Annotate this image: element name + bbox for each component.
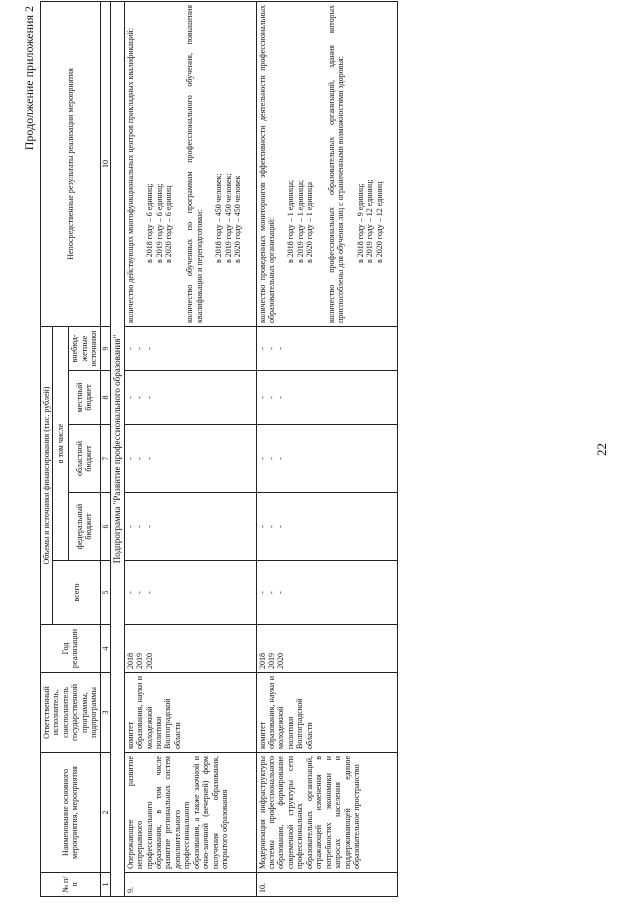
subprogram-title: Подпрограмма "Развитие профессионального образования" xyxy=(111,1,125,896)
amount-value: - xyxy=(257,396,267,399)
activity-name: Опережающее развитие непрерывного профессионального образования, в том числе развитие региональных систем дополнительного профессионального образования, а также заочной и очно-заочной (вечерней) форм получения образования, открытого образования xyxy=(124,753,256,873)
amount-value: - xyxy=(257,525,267,528)
program-table xyxy=(40,1,398,897)
responsible-executor: комитет образования, науки и молодежной политики Волгоградской области xyxy=(256,673,397,753)
extrabudget-cell xyxy=(124,326,256,370)
year-cell xyxy=(256,625,397,673)
header-result: Непосредственные результаты реализации мероприятия xyxy=(41,1,101,326)
year-value: 2019 xyxy=(135,653,145,669)
column-number: 4 xyxy=(100,625,110,673)
result-block xyxy=(126,5,174,323)
federal-cell xyxy=(256,493,397,561)
year-value: 2020 xyxy=(144,653,154,669)
total-cell xyxy=(256,561,397,625)
table-row xyxy=(256,1,397,896)
result-year: в 2019 году – 6 единиц; xyxy=(154,183,164,263)
result-year: в 2019 году – 450 человек; xyxy=(223,173,233,263)
result-year: в 2020 году – 12 единиц xyxy=(374,181,384,263)
year-value: 2020 xyxy=(276,653,286,669)
local-cell xyxy=(256,371,397,425)
column-number: 1 xyxy=(100,873,110,897)
page-number: 22 xyxy=(594,443,609,456)
amount-value: - xyxy=(135,591,145,594)
column-number: 3 xyxy=(100,673,110,753)
column-number: 8 xyxy=(100,371,110,425)
amount-value: - xyxy=(144,525,154,528)
extrabudget-cell xyxy=(256,326,397,370)
header-funding: Объемы и источники финансирования (тыс. рублей) xyxy=(41,326,53,624)
header-total: всего xyxy=(53,561,100,625)
column-number: 2 xyxy=(100,753,110,873)
column-number-row xyxy=(100,1,110,896)
result-text: количество действующих многофункциональных центров прикладных квалификаций: xyxy=(125,28,135,323)
result-year: в 2020 году – 450 человек xyxy=(233,175,243,263)
result-year: в 2018 году – 450 человек; xyxy=(214,173,224,263)
amount-value: - xyxy=(267,396,277,399)
amount-value: - xyxy=(125,591,135,594)
amount-value: - xyxy=(135,525,145,528)
amount-value: - xyxy=(267,347,277,350)
row-number: 10. xyxy=(256,873,397,897)
result-text: количество проведенных мониторингов эффективности деятельности профессиональных образовательных организаций: xyxy=(257,4,277,323)
table-header xyxy=(41,1,111,896)
column-number: 5 xyxy=(100,561,110,625)
amount-value: - xyxy=(267,591,277,594)
year-cell xyxy=(124,625,256,673)
activity-name: Модернизация инфраструктуры системы профессионального образования, формирование современной структуры сети профессиональных образовательных организаций, отражающей изменения в потребностях экономики и запросах населения и поддерживающей единое образовательное пространство xyxy=(256,753,397,873)
amount-value: - xyxy=(125,457,135,460)
header-num: № п/п xyxy=(41,873,101,897)
regional-cell xyxy=(256,425,397,493)
result-year: в 2018 году – 1 единица; xyxy=(286,179,296,263)
column-number: 6 xyxy=(100,493,110,561)
column-number: 10 xyxy=(100,1,110,326)
amount-value: - xyxy=(125,396,135,399)
year-value: 2019 xyxy=(267,653,277,669)
amount-value: - xyxy=(276,591,286,594)
result-block xyxy=(185,5,242,323)
document-sheet xyxy=(22,2,612,897)
amount-value: - xyxy=(267,457,277,460)
result-block xyxy=(327,5,384,323)
amount-value: - xyxy=(125,525,135,528)
local-cell xyxy=(124,371,256,425)
column-number: 7 xyxy=(100,425,110,493)
table-row xyxy=(124,1,256,896)
amount-value: - xyxy=(276,347,286,350)
result-year: в 2019 году – 12 единиц; xyxy=(365,179,375,263)
responsible-executor: комитет образования, науки и молодежной политики Волгоградской области xyxy=(124,673,256,753)
header-regional: областной бюджет xyxy=(69,425,100,493)
column-number: 9 xyxy=(100,326,110,370)
row-number: 9. xyxy=(124,873,256,897)
header-local: местный бюджет xyxy=(69,371,100,425)
amount-value: - xyxy=(267,525,277,528)
results-cell xyxy=(124,1,256,326)
result-text: количество обученных по программам профессионального обучения, повышения квалификации и переподготовки: xyxy=(185,4,204,323)
total-cell xyxy=(124,561,256,625)
result-year: в 2020 году – 1 единица xyxy=(305,182,315,263)
federal-cell xyxy=(124,493,256,561)
subprogram-row xyxy=(111,1,125,896)
header-including: в том числе xyxy=(53,326,69,560)
result-text: количество профессиональных образовательных организаций, здания которых приспособлены для обучения лиц с ограниченными возможностями здоровья: xyxy=(326,4,346,323)
amount-value: - xyxy=(276,457,286,460)
amount-value: - xyxy=(135,347,145,350)
amount-value: - xyxy=(257,347,267,350)
amount-value: - xyxy=(257,591,267,594)
result-block xyxy=(258,5,315,323)
amount-value: - xyxy=(135,396,145,399)
amount-value: - xyxy=(135,457,145,460)
amount-value: - xyxy=(144,591,154,594)
year-value: 2018 xyxy=(125,653,135,669)
results-cell xyxy=(256,1,397,326)
amount-value: - xyxy=(144,347,154,350)
result-year: в 2019 году – 1 единица; xyxy=(295,179,305,263)
amount-value: - xyxy=(144,396,154,399)
amount-value: - xyxy=(276,525,286,528)
regional-cell xyxy=(124,425,256,493)
result-year: в 2020 году – 6 единиц xyxy=(163,185,173,263)
header-year: Год реализации xyxy=(41,625,101,673)
header-responsible: Ответственный исполнитель, соисполнитель государственной программы, подпрограммы xyxy=(41,673,101,753)
year-value: 2018 xyxy=(257,653,267,669)
result-year: в 2018 году – 6 единиц; xyxy=(145,183,155,263)
continuation-title: Продолжение приложения 2 xyxy=(22,6,36,151)
amount-value: - xyxy=(276,396,286,399)
header-federal: федеральный бюджет xyxy=(69,493,100,561)
amount-value: - xyxy=(125,347,135,350)
result-year: в 2018 году – 9 единиц; xyxy=(355,183,365,263)
header-extrabudget: внебюд-жетные источники xyxy=(69,326,100,370)
amount-value: - xyxy=(144,457,154,460)
header-name: Наименование основного мероприятия, мероприятия xyxy=(41,753,101,873)
amount-value: - xyxy=(257,457,267,460)
